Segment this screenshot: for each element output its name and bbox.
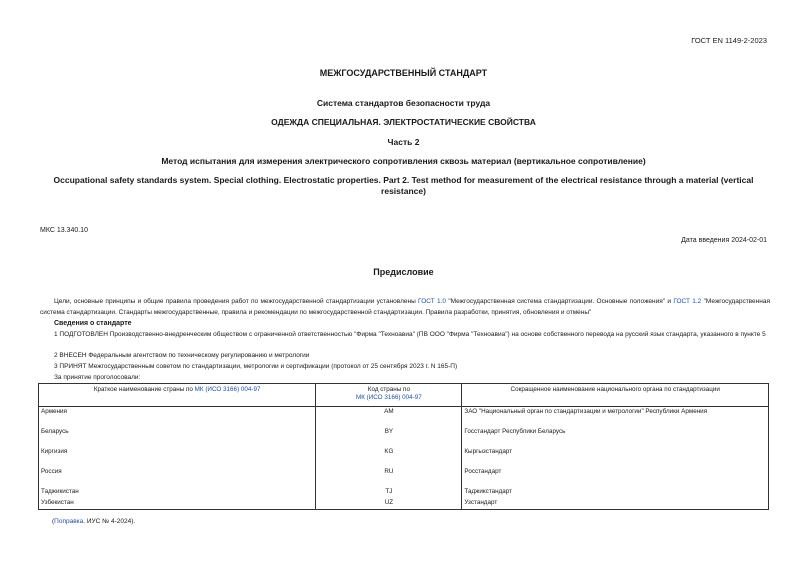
code-cell: UZ — [316, 498, 462, 510]
country-cell: Таджикистан — [39, 487, 316, 498]
standard-type-heading: МЕЖГОСУДАРСТВЕННЫЙ СТАНДАРТ — [319, 68, 488, 78]
body-cell: Узстандарт — [462, 498, 769, 510]
correction-note — [52, 518, 135, 525]
correction-open: ( — [52, 518, 55, 525]
preface-text-a: Цели, основные принципы и общие правила проведения работ по межгосударственной стандартизации установлены — [54, 298, 419, 305]
system-heading: Система стандартов безопасности труда — [316, 98, 491, 108]
table-row — [39, 447, 769, 467]
body-cell: ЗАО "Национальный орган по стандартизации и метрологии" Республики Армения — [462, 407, 769, 428]
adopted-by-item: 3 ПРИНЯТ Межгосударственным советом по стандартизации, метрологии и сертификации (протокол от 25 сентября 2023 г. N 165-П) — [54, 363, 458, 370]
column-header-code — [316, 384, 462, 407]
submitted-by-item: 2 ВНЕСЕН Федеральным агентством по техническому регулированию и метрологии — [54, 352, 310, 359]
country-cell: Беларусь — [39, 427, 316, 447]
preface-paragraph — [40, 296, 770, 318]
table-row — [39, 487, 769, 498]
correction-link[interactable]: Поправка — [54, 518, 84, 525]
body-cell: Кыргызстандарт — [462, 447, 769, 467]
standard-name-heading: ОДЕЖДА СПЕЦИАЛЬНАЯ. ЭЛЕКТРОСТАТИЧЕСКИЕ СВОЙСТВА — [271, 117, 536, 127]
column-header-body: Сокращенное наименование национального органа по стандартизации — [462, 384, 769, 407]
country-cell: Россия — [39, 467, 316, 487]
body-cell: Росстандарт — [462, 467, 769, 487]
code-cell: AM — [316, 407, 462, 428]
mk-iso-link[interactable]: МК (ИСО 3166) 004-97 — [355, 394, 422, 401]
method-heading: Метод испытания для измерения электрического сопротивления сквозь материал (вертикальное сопротивление) — [161, 156, 646, 166]
body-cell: Госстандарт Республики Беларусь — [462, 427, 769, 447]
table-header-row — [39, 384, 769, 407]
intro-date: Дата введения 2024-02-01 — [681, 237, 767, 244]
country-cell: Армения — [39, 407, 316, 428]
preface-text-c: "Межгосударственная система стандартизации. Стандарты межгосударственные, правила и рекомендации по межгосударственной стандартизации. Правила разработки, принятия, обновления и отмены" — [40, 298, 770, 316]
standard-info-heading: Сведения о стандарте — [54, 320, 132, 327]
code-cell: RU — [316, 467, 462, 487]
country-cell: Узбекистан — [39, 498, 316, 510]
column-header-country — [39, 384, 316, 407]
preface-text-b: "Межгосударственная система стандартизации. Основные положения" и — [446, 298, 674, 305]
code-cell: BY — [316, 427, 462, 447]
column-header-code-text: Код страны по — [367, 386, 410, 393]
table-row — [39, 407, 769, 428]
correction-rest: . ИУС № 4-2024). — [83, 518, 136, 525]
table-row — [39, 427, 769, 447]
mks-code: МКС 13.340.10 — [40, 227, 88, 234]
document-number: ГОСТ EN 1149-2-2023 — [691, 36, 767, 45]
country-cell: Киргизия — [39, 447, 316, 467]
voting-table — [38, 383, 769, 510]
mk-iso-link[interactable]: МК (ИСО 3166) 004-97 — [194, 386, 261, 393]
gost-1-2-link[interactable]: ГОСТ 1.2 — [673, 298, 702, 305]
prepared-by-item: 1 ПОДГОТОВЛЕН Производственно-внедренческим обществом с ограниченной ответственностью "Фирма "Техноавиа" (ПВ ООО "Фирма "Техноавиа") на основе собственного перевода на русский язык стандарта, указанного в пункте 5 — [54, 331, 766, 338]
preface-heading: Предисловие — [373, 267, 434, 277]
gost-1-0-link[interactable]: ГОСТ 1.0 — [418, 298, 447, 305]
code-cell: KG — [316, 447, 462, 467]
english-title: Occupational safety standards system. Special clothing. Electrostatic properties. Part 2. Test method for measurement of the electrical resistance through a material (vertical resistance) — [53, 175, 754, 196]
body-cell: Таджикстандарт — [462, 487, 769, 498]
voted-label: За принятие проголосовали: — [54, 374, 141, 381]
column-header-country-text: Краткое наименование страны по — [93, 386, 195, 393]
part-heading: Часть 2 — [387, 137, 420, 147]
code-cell: TJ — [316, 487, 462, 498]
table-row — [39, 498, 769, 510]
table-row — [39, 467, 769, 487]
